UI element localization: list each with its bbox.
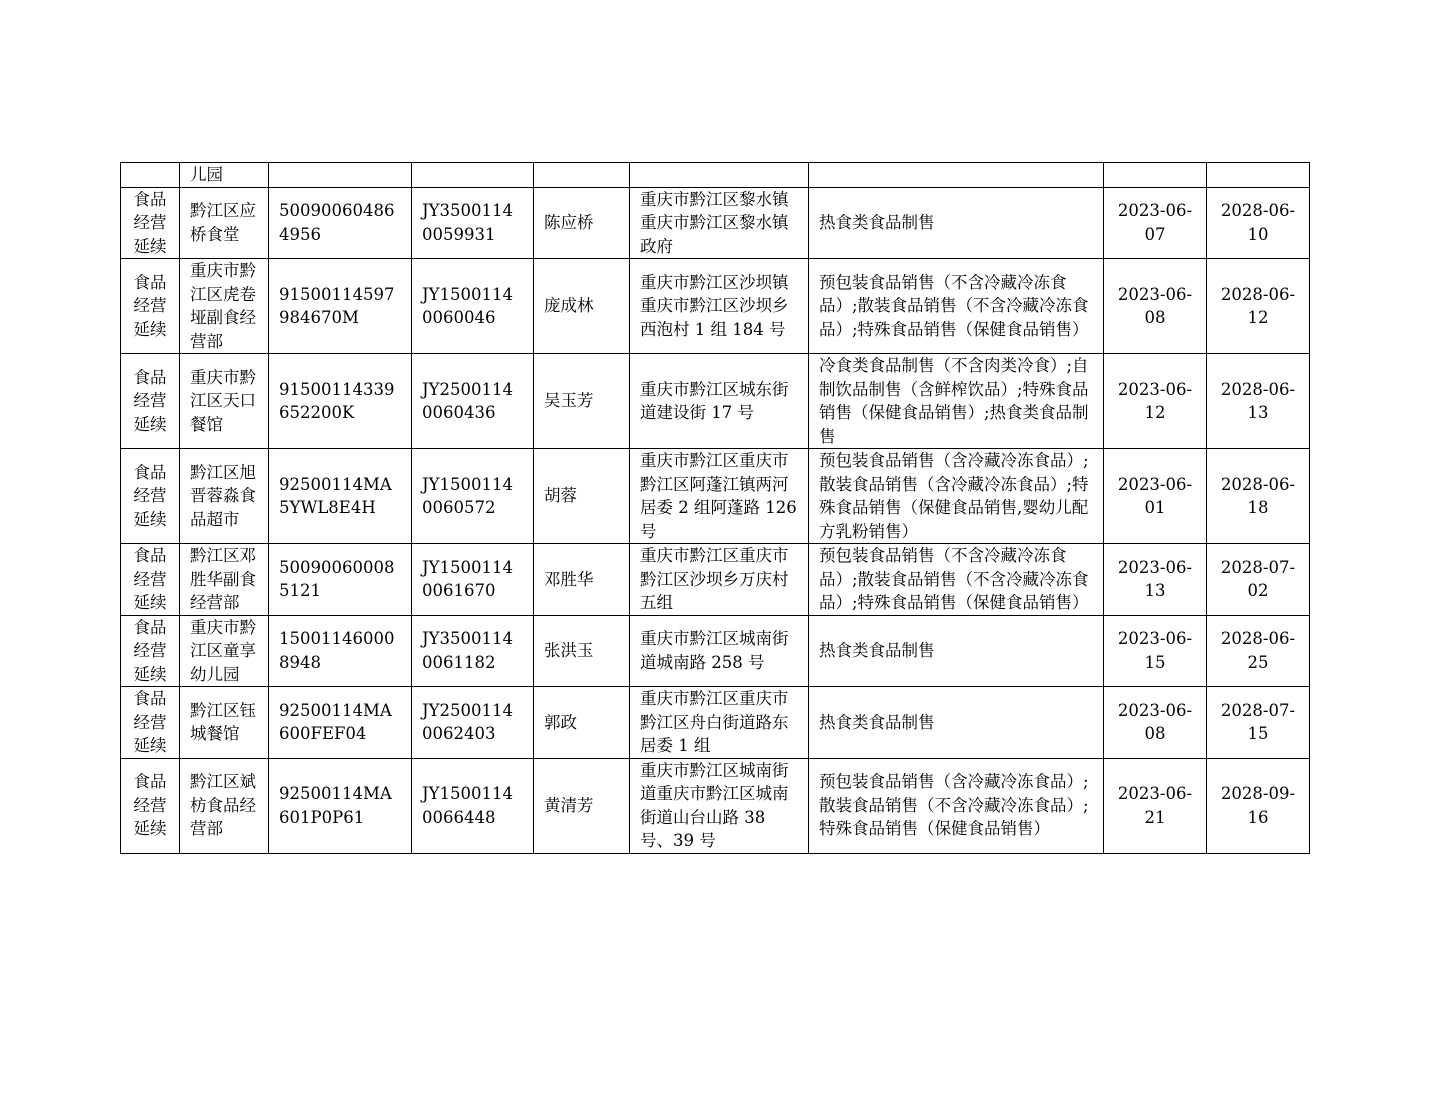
carryover-rep-cell [534,163,630,188]
name-cell: 重庆市黔江区天口餐馆 [180,354,269,449]
license-no-cell: JY15001140060572 [412,449,534,544]
license-table [120,162,1310,854]
license-table-body [121,163,1310,854]
name-cell: 重庆市黔江区虎卷垭副食经营部 [180,259,269,354]
type-cell: 食品经营延续 [121,615,180,687]
table-row [121,259,1310,354]
table-row [121,449,1310,544]
name-cell: 黔江区旭晋蓉淼食品超市 [180,449,269,544]
legal-rep-cell: 庞成林 [534,259,630,354]
table-row [121,187,1310,259]
credit-code-cell: 92500114MA5YWL8E4H [269,449,412,544]
expiry-date-cell: 2028-06-18 [1207,449,1310,544]
carryover-credit-cell [269,163,412,188]
scope-cell: 热食类食品制售 [809,187,1104,259]
issue-date-cell: 2023-06-21 [1104,758,1207,853]
scope-cell: 预包装食品销售（不含冷藏冷冻食品）;散装食品销售（不含冷藏冷冻食品）;特殊食品销售（保健食品销售） [809,544,1104,616]
carryover-name-cell: 儿园 [180,163,269,188]
issue-date-cell: 2023-06-08 [1104,259,1207,354]
credit-code-cell: 92500114MA600FEF04 [269,687,412,759]
scope-cell: 热食类食品制售 [809,615,1104,687]
legal-rep-cell: 吴玉芳 [534,354,630,449]
type-cell: 食品经营延续 [121,687,180,759]
carryover-issue-cell [1104,163,1207,188]
expiry-date-cell: 2028-09-16 [1207,758,1310,853]
legal-rep-cell: 黄清芳 [534,758,630,853]
name-cell: 重庆市黔江区童享幼儿园 [180,615,269,687]
issue-date-cell: 2023-06-15 [1104,615,1207,687]
expiry-date-cell: 2028-07-15 [1207,687,1310,759]
license-no-cell: JY25001140060436 [412,354,534,449]
address-cell: 重庆市黔江区重庆市黔江区舟白街道路东居委 1 组 [630,687,809,759]
carryover-expiry-cell [1207,163,1310,188]
address-cell: 重庆市黔江区沙坝镇重庆市黔江区沙坝乡西泡村 1 组 184 号 [630,259,809,354]
type-cell: 食品经营延续 [121,354,180,449]
legal-rep-cell: 张洪玉 [534,615,630,687]
scope-cell: 冷食类食品制售（不含肉类冷食）;自制饮品制售（含鲜榨饮品）;特殊食品销售（保健食品销售）;热食类食品制售 [809,354,1104,449]
carryover-type-cell [121,163,180,188]
address-cell: 重庆市黔江区城东街道建设街 17 号 [630,354,809,449]
legal-rep-cell: 郭政 [534,687,630,759]
carryover-license-cell [412,163,534,188]
issue-date-cell: 2023-06-13 [1104,544,1207,616]
address-cell: 重庆市黔江区重庆市黔江区阿蓬江镇两河居委 2 组阿蓬路 126 号 [630,449,809,544]
name-cell: 黔江区应桥食堂 [180,187,269,259]
license-no-cell: JY35001140059931 [412,187,534,259]
address-cell: 重庆市黔江区黎水镇重庆市黔江区黎水镇政府 [630,187,809,259]
carryover-address-cell [630,163,809,188]
expiry-date-cell: 2028-06-10 [1207,187,1310,259]
type-cell: 食品经营延续 [121,259,180,354]
carryover-row [121,163,1310,188]
carryover-scope-cell [809,163,1104,188]
name-cell: 黔江区斌枋食品经营部 [180,758,269,853]
credit-code-cell: 500900600085121 [269,544,412,616]
table-row [121,354,1310,449]
issue-date-cell: 2023-06-12 [1104,354,1207,449]
type-cell: 食品经营延续 [121,544,180,616]
type-cell: 食品经营延续 [121,187,180,259]
issue-date-cell: 2023-06-01 [1104,449,1207,544]
table-row [121,544,1310,616]
license-no-cell: JY15001140066448 [412,758,534,853]
expiry-date-cell: 2028-07-02 [1207,544,1310,616]
license-no-cell: JY35001140061182 [412,615,534,687]
name-cell: 黔江区邓胜华副食经营部 [180,544,269,616]
license-no-cell: JY25001140062403 [412,687,534,759]
scope-cell: 预包装食品销售（不含冷藏冷冻食品）;散装食品销售（不含冷藏冷冻食品）;特殊食品销售（保健食品销售） [809,259,1104,354]
type-cell: 食品经营延续 [121,758,180,853]
issue-date-cell: 2023-06-08 [1104,687,1207,759]
legal-rep-cell: 陈应桥 [534,187,630,259]
credit-code-cell: 500900604864956 [269,187,412,259]
scope-cell: 热食类食品制售 [809,687,1104,759]
legal-rep-cell: 胡蓉 [534,449,630,544]
credit-code-cell: 91500114339652200K [269,354,412,449]
name-cell: 黔江区钰城餐馆 [180,687,269,759]
credit-code-cell: 150011460008948 [269,615,412,687]
table-row [121,758,1310,853]
address-cell: 重庆市黔江区城南街道城南路 258 号 [630,615,809,687]
table-row [121,687,1310,759]
credit-code-cell: 92500114MA601P0P61 [269,758,412,853]
issue-date-cell: 2023-06-07 [1104,187,1207,259]
license-no-cell: JY15001140060046 [412,259,534,354]
credit-code-cell: 91500114597984670M [269,259,412,354]
address-cell: 重庆市黔江区城南街道重庆市黔江区城南街道山台山路 38 号、39 号 [630,758,809,853]
expiry-date-cell: 2028-06-13 [1207,354,1310,449]
scope-cell: 预包装食品销售（含冷藏冷冻食品）;散装食品销售（不含冷藏冷冻食品）;特殊食品销售（保健食品销售） [809,758,1104,853]
expiry-date-cell: 2028-06-25 [1207,615,1310,687]
expiry-date-cell: 2028-06-12 [1207,259,1310,354]
type-cell: 食品经营延续 [121,449,180,544]
license-no-cell: JY15001140061670 [412,544,534,616]
table-row [121,615,1310,687]
address-cell: 重庆市黔江区重庆市黔江区沙坝乡万庆村五组 [630,544,809,616]
scope-cell: 预包装食品销售（含冷藏冷冻食品）;散装食品销售（含冷藏冷冻食品）;特殊食品销售（保健食品销售,婴幼儿配方乳粉销售） [809,449,1104,544]
legal-rep-cell: 邓胜华 [534,544,630,616]
